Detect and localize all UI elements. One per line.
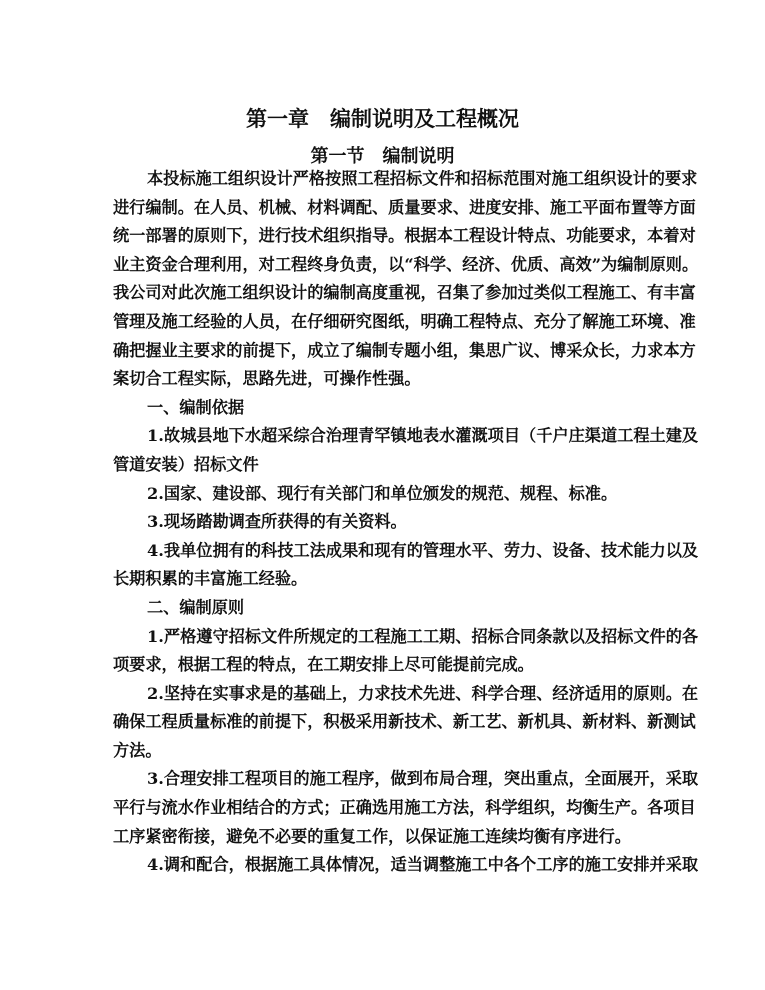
paragraph-line: 平行与流水作业相结合的方式；正确选用施工方法，科学组织，均衡生产。各项目 xyxy=(113,798,696,818)
paragraph xyxy=(113,594,661,623)
paragraph-line: 业主资金合理利用，对工程终身负责，以“科学、经济、优质、高效”为编制原则。 xyxy=(113,254,699,274)
paragraph-line: 1.故城县地下水超采综合治理青罕镇地表水灌溉项目（千户庄渠道工程土建及 xyxy=(147,426,699,446)
paragraph-line: 本投标施工组织设计严格按照工程招标文件和招标范围对施工组织设计的要求 xyxy=(147,169,698,188)
paragraph xyxy=(113,537,699,594)
paragraph-line: 我公司对此次施工组织设计的编制高度重视，召集了参加过类似工程施工、有丰富 xyxy=(113,283,696,303)
paragraph-line: 方法。 xyxy=(113,740,162,760)
paragraph xyxy=(113,765,699,851)
paragraph-line: 2.坚持在实事求是的基础上，力求技术先进、科学合理、经济适用的原则。在 xyxy=(147,683,699,703)
paragraph-line: 2.国家、建设部、现行有关部门和单位颁发的规范、规程、标准。 xyxy=(147,483,618,503)
paragraph-line: 确保工程质量标准的前提下，积极采用新技术、新工艺、新机具、新材料、新测试 xyxy=(113,712,696,732)
paragraph-line: 3.现场踏勘调查所获得的有关资料。 xyxy=(147,512,407,532)
paragraph-line: 二、编制原则 xyxy=(147,597,245,617)
paragraph xyxy=(113,480,661,509)
paragraph-line: 长期积累的丰富施工经验。 xyxy=(113,569,308,589)
paragraph-line: 确把握业主要求的前提下，成立了编制专题小组，集思广议、博采众长，力求本方 xyxy=(113,340,696,360)
paragraph xyxy=(113,508,661,537)
paragraph-line: 进行编制。在人员、机械、材料调配、质量要求、进度安排、施工平面布置等方面 xyxy=(113,197,696,217)
paragraph xyxy=(113,165,699,394)
chapter-title: 第一章 编制说明及工程概况 xyxy=(246,106,519,131)
paragraph xyxy=(113,623,699,680)
paragraph-line: 管道安装）招标文件 xyxy=(113,454,259,474)
paragraph-line: 工序紧密衔接，避免不必要的重复工作，以保证施工连续均衡有序进行。 xyxy=(113,826,631,846)
document-body xyxy=(113,165,699,880)
paragraph-line: 一、编制依据 xyxy=(147,397,245,417)
paragraph xyxy=(113,680,699,766)
paragraph-line: 3.合理安排工程项目的施工程序，做到布局合理，突出重点，全面展开，采取 xyxy=(147,769,699,789)
paragraph-line: 1.严格遵守招标文件所规定的工程施工工期、招标合同条款以及招标文件的各 xyxy=(147,626,699,646)
paragraph xyxy=(113,422,699,479)
paragraph-line: 项要求，根据工程的特点，在工期安排上尽可能提前完成。 xyxy=(113,655,534,675)
paragraph-line: 管理及施工经验的人员，在仔细研究图纸，明确工程特点、充分了解施工环境、准 xyxy=(113,311,696,331)
paragraph-line: 4.我单位拥有的科技工法成果和现有的管理水平、劳力、设备、技术能力以及 xyxy=(147,540,699,560)
section-title: 第一节 编制说明 xyxy=(310,146,455,167)
paragraph xyxy=(113,851,699,880)
paragraph xyxy=(113,394,661,423)
paragraph-line: 统一部署的原则下，进行技术组织指导。根据本工程设计特点、功能要求，本着对 xyxy=(113,226,696,246)
paragraph-line: 4.调和配合，根据施工具体情况，适当调整施工中各个工序的施工安排并采取 xyxy=(147,855,699,875)
paragraph-line: 案切合工程实际，思路先进，可操作性强。 xyxy=(113,369,421,389)
